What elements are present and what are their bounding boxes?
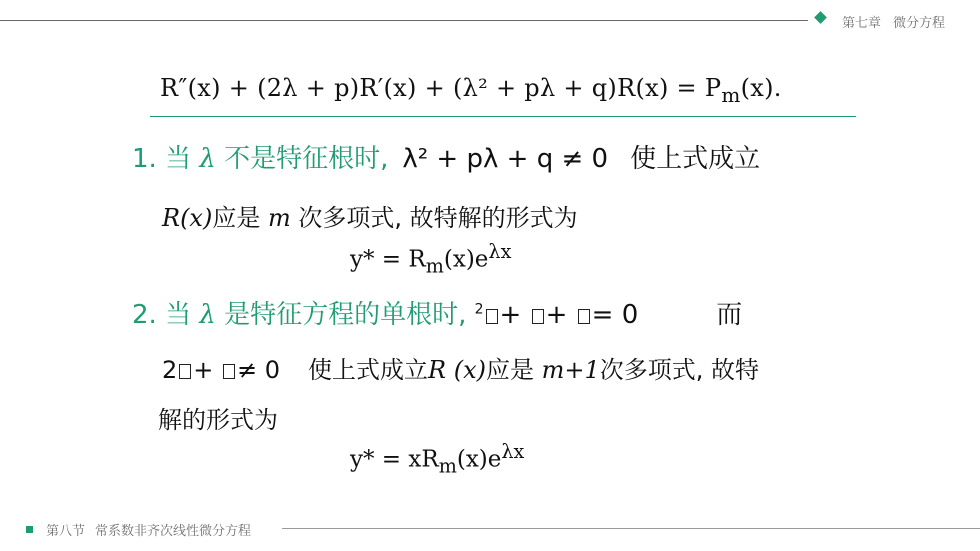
chapter-title — [842, 12, 945, 31]
missing-glyph-box — [532, 309, 544, 324]
case1-condition: λ² + pλ + q ≠ 0 — [402, 144, 609, 174]
header-rule — [0, 20, 808, 21]
missing-glyph-box — [486, 309, 498, 324]
missing-glyph-box — [223, 364, 235, 379]
case2-formula: $y* = xR_m(x)e^{\lambda x}$ — [350, 440, 525, 478]
diamond-icon — [814, 11, 827, 24]
main-equation: $R''(x) + (2\lambda + p)R'(x) + (\lambda^2 + p\lambda + q)R(x) = P_m(x)$. — [160, 74, 782, 107]
footer-square-icon — [26, 526, 33, 533]
chapter-subject: 微分方程 — [893, 16, 946, 31]
case2-heading: 2. 当 λ 是特征方程的单根时, $^2$ + + = 0 而 — [132, 300, 743, 330]
chapter-number: 第七章 — [842, 16, 882, 31]
case1-heading: 1. 当 λ 不是特征根时, λ² + pλ + q ≠ 0 使上式成立 — [132, 144, 761, 174]
missing-glyph-box — [179, 364, 191, 379]
missing-glyph-box — [578, 309, 590, 324]
case1-formula: $y* = R_m(x)e^{\lambda x}$ — [350, 240, 512, 278]
case1-description: R(x)应是 m 次多项式, 故特解的形式为 — [162, 204, 578, 232]
case2-description-end: 解的形式为 — [158, 406, 278, 434]
footer-section: 第八节 常系数非齐次线性微分方程 — [46, 524, 252, 539]
case2-condition: $^2$ + + = 0 — [474, 300, 639, 330]
equation-underline — [150, 116, 856, 117]
case2-description: 2 + ≠ 0 使上式成立R (x)应是 m+1次多项式, 故特 — [162, 356, 760, 384]
footer-rule — [282, 528, 980, 529]
